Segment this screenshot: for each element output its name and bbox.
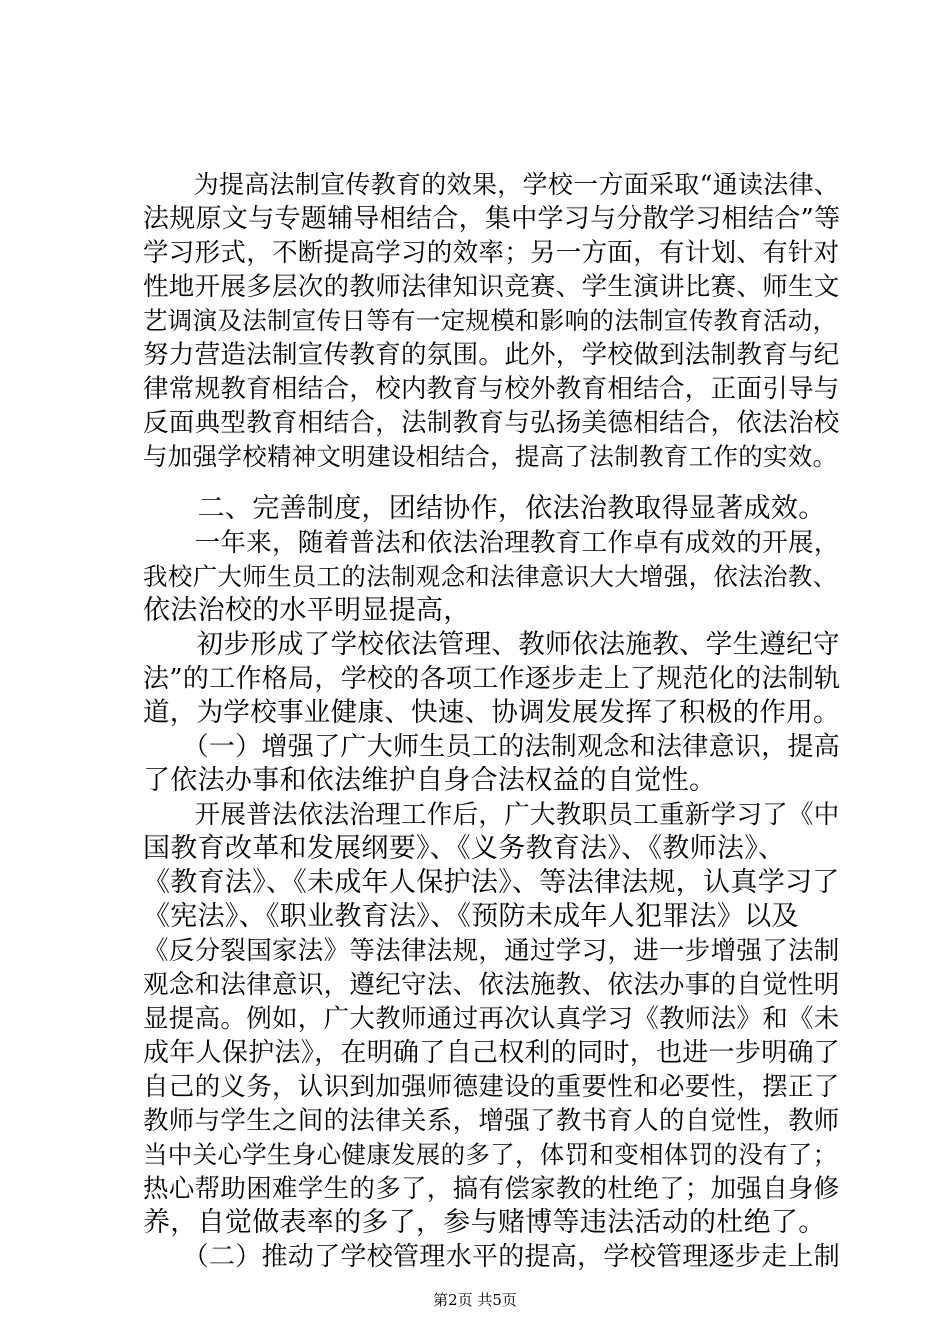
paragraph-line: 学习形式，不断提高学习的效率；另一方面，有计划、有针对 [143,238,840,268]
paragraph-line: 热心帮助困难学生的多了，搞有偿家教的杜绝了；加强自身修 [143,1174,840,1204]
section-heading: 二、完善制度，团结协作，依法治教取得显著成效。 [143,493,826,524]
paragraph-line: 法规原文与专题辅导相结合，集中学习与分散学习相结合”等 [143,204,841,234]
paragraph-line: 努力营造法制宣传教育的氛围。此外，学校做到法制教育与纪 [143,340,840,370]
paragraph-line: 成年人保护法》，在明确了自己权利的同时，也进一步明确了 [143,1038,841,1068]
paragraph-line: 国教育改革和发展纲要》、《义务教育法》、《教师法》、 [143,833,786,864]
paragraph-line: 法”的工作格局，学校的各项工作逐步走上了规范化的法制轨 [143,664,841,694]
paragraph-line: 显提高。例如，广大教师通过再次认真学习《教师法》和《未 [143,1004,840,1034]
paragraph-line: 《教育法》、《未成年人保护法》、等法律法规，认真学习了 [143,867,840,898]
paragraph-line: 艺调演及法制宣传日等有一定规模和影响的法制宣传教育活动， [143,306,838,335]
paragraph-line: 我校广大师生员工的法制观念和法律意识大大增强，依法治教、 [143,562,838,591]
paragraph-line: 养，自觉做表率的多了，参与赌博等违法活动的杜绝了。 [143,1207,826,1238]
paragraph-line: 当中关心学生身心健康发展的多了，体罚和变相体罚的没有了； [143,1140,838,1169]
paragraph-line: 了依法办事和依法维护自身合法权益的自觉性。 [143,765,717,796]
subsection-heading: （一）增强了广大师生员工的法制观念和法律意识，提高 [143,732,841,762]
paragraph-line: 一年来，随着普法和依法治理教育工作卓有成效的开展， [143,528,840,558]
paragraph-line: 开展普法依法治理工作后，广大教职员工重新学习了《中 [143,800,840,830]
paragraph-line: 依法治校的水平明显提高， [143,595,471,626]
paragraph-line: 反面典型教育相结合，法制教育与弘扬美德相结合，依法治校 [143,408,840,438]
page-number-footer: 第2页 共5页 [433,1291,517,1309]
paragraph-line: 为提高法制宣传教育的效果，学校一方面采取“通读法律、 [143,170,840,199]
paragraph-line: 初步形成了学校依法管理、教师依法施教、学生遵纪守 [143,629,840,660]
paragraph-line: 与加强学校精神文明建设相结合，提高了法制教育工作的实效。 [143,442,838,471]
paragraph-line: 自己的义务，认识到加强师德建设的重要性和必要性，摆正了 [143,1072,840,1102]
paragraph-line: 观念和法律意识，遵纪守法、依法施教、依法办事的自觉性明 [143,970,840,1000]
paragraph-line: 律常规教育相结合，校内教育与校外教育相结合，正面引导与 [143,374,840,404]
paragraph-line: 《反分裂国家法》等法律法规，通过学习，进一步增强了法制 [143,936,840,966]
subsection-heading: （二）推动了学校管理水平的提高，学校管理逐步走上制 [143,1242,841,1272]
paragraph-line: 《宪法》、《职业教育法》、《预防未成年人犯罪法》以及 [143,901,799,932]
paragraph-line: 性地开展多层次的教师法律知识竞赛、学生演讲比赛、师生文 [143,272,840,302]
paragraph-line: 道，为学校事业健康、快速、协调发展发挥了积极的作用。 [143,697,840,728]
paragraph-line: 教师与学生之间的法律关系，增强了教书育人的自觉性，教师 [143,1106,840,1136]
